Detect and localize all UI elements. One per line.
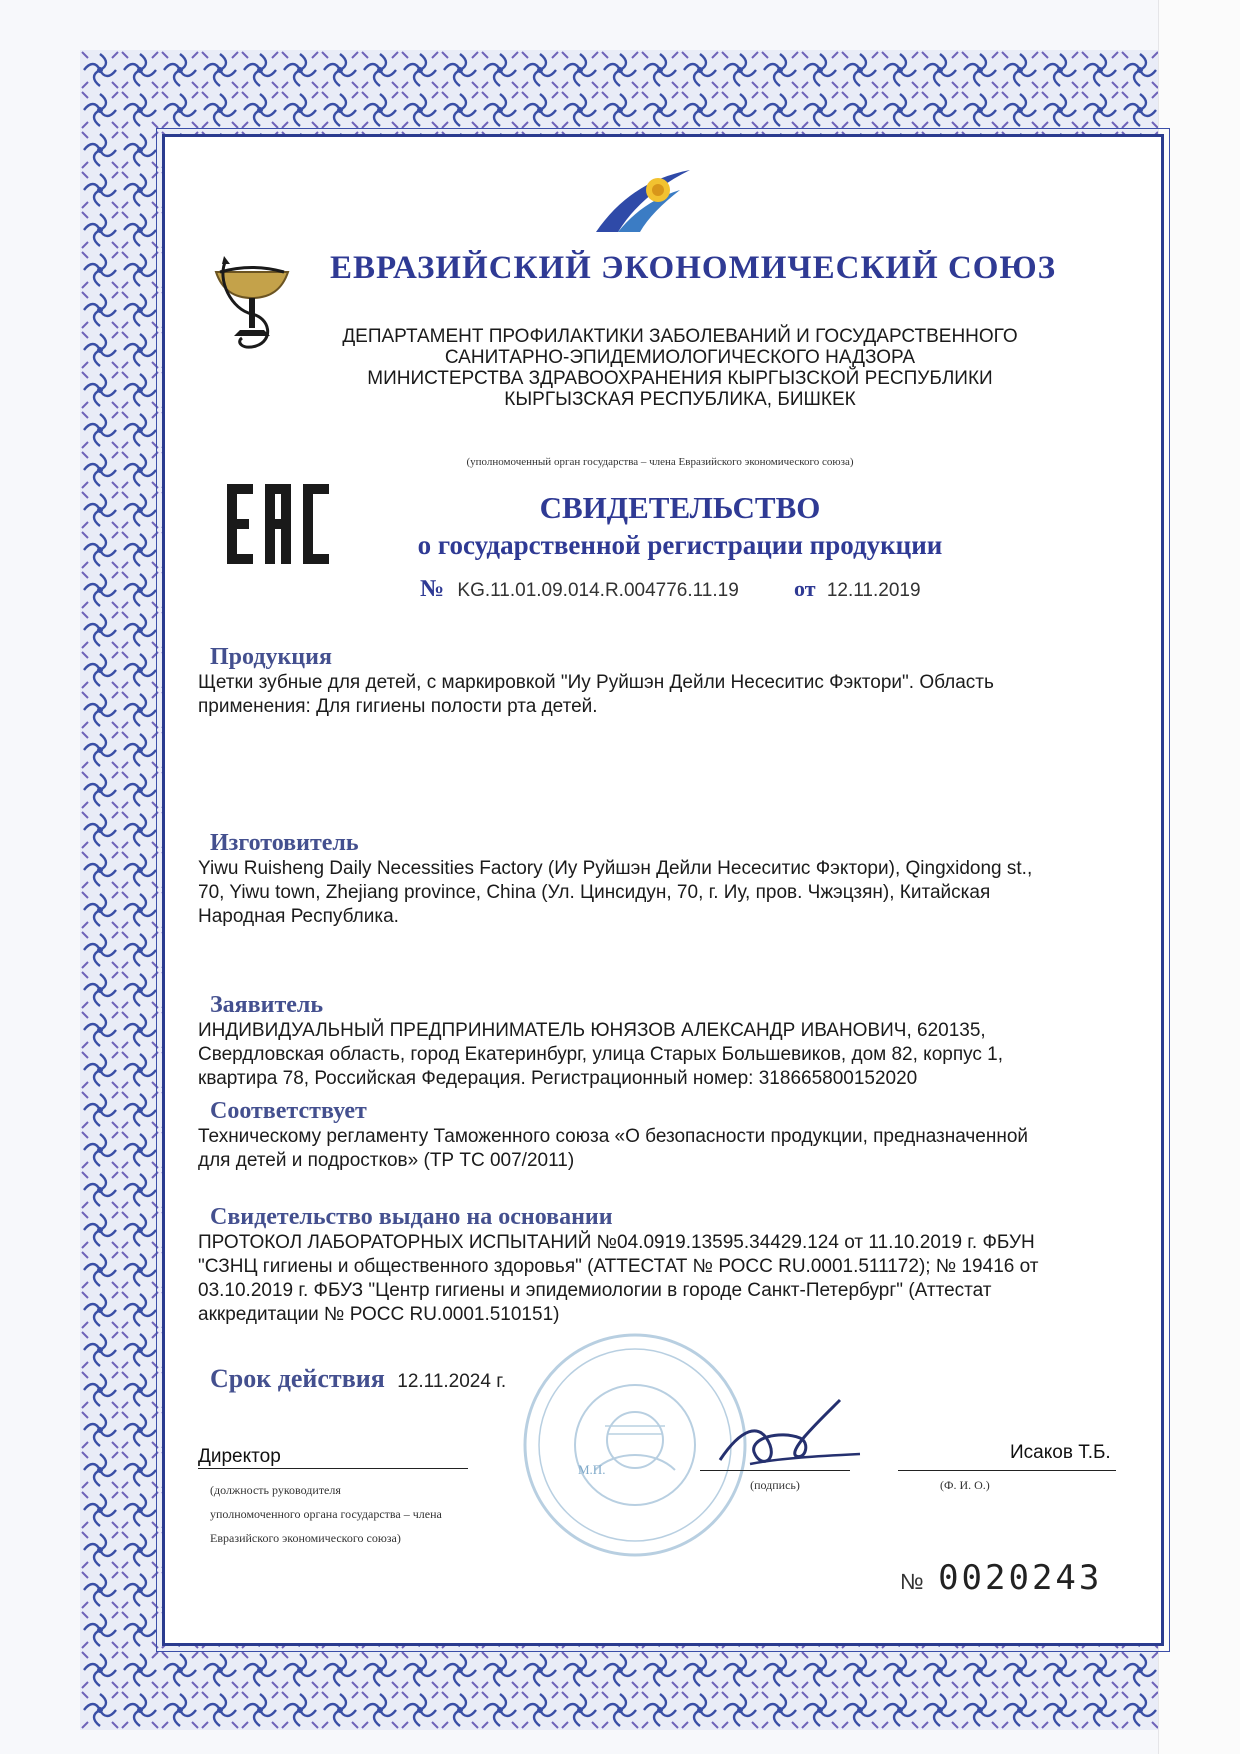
section-heading: Свидетельство выдано на основании: [210, 1204, 613, 1230]
section-text: [198, 1125, 1118, 1173]
blank-number: 0020243: [938, 1558, 1103, 1598]
certificate-title: СВИДЕТЕЛЬСТВО: [539, 490, 821, 525]
department-line: САНИТАРНО-ЭПИДЕМИОЛОГИЧЕСКОГО НАДЗОРА: [444, 347, 916, 368]
position-caption: [210, 1478, 442, 1550]
section-text: [198, 1231, 1118, 1327]
certificate-number-row: [420, 576, 1020, 603]
department-line: КЫРГЫЗСКАЯ РЕСПУБЛИКА, БИШКЕК: [504, 389, 856, 410]
blank-number-row: [900, 1558, 1102, 1598]
certificate-subtitle: о государственной регистрации продукции: [417, 530, 943, 560]
section-conformity: [198, 1098, 1118, 1173]
text-line: квартира 78, Российская Федерация. Регистрационный номер: 318665800152020: [198, 1068, 918, 1089]
text-line: для детей и подростков» (ТР ТС 007/2011): [198, 1150, 575, 1171]
text-line: ИНДИВИДУАЛЬНЫЙ ПРЕДПРИНИМАТЕЛЬ ЮНЯЗОВ АЛЕКСАНДР ИВАНОВИЧ, 620135,: [198, 1020, 986, 1041]
section-manufacturer: [198, 830, 1118, 929]
blank-number-label: №: [900, 1569, 924, 1594]
section-heading: Соответствует: [210, 1098, 367, 1124]
caption-line: (должность руководителя: [210, 1483, 341, 1497]
union-title: ЕВРАЗИЙСКИЙ ЭКОНОМИЧЕСКИЙ СОЮЗ: [330, 250, 1057, 286]
text-line: 03.10.2019 г. ФБУЗ "Центр гигиены и эпидемиологии в городе Санкт-Петербург" (Аттестат: [198, 1280, 992, 1301]
name-line: [898, 1470, 1116, 1471]
text-line: аккредитации № РОСС RU.0001.510151): [198, 1304, 560, 1325]
eaeu-emblem-icon: [588, 160, 698, 240]
text-line: 70, Yiwu town, Zhejiang province, China (Ул. Цинсидун, 70, г. Иу, пров. Чжэцзян), Китайская: [198, 882, 991, 903]
handwritten-signature: [710, 1390, 870, 1480]
caption-line: уполномоченного органа государства – члена: [210, 1507, 442, 1521]
section-heading: Продукция: [210, 644, 332, 670]
section-product: [198, 644, 1098, 719]
text-line: Техническому регламенту Таможенного союза «О безопасности продукции, предназначенной: [198, 1126, 1029, 1147]
validity-row: [210, 1364, 506, 1394]
director-position: Директор: [198, 1446, 281, 1467]
date-label: от: [794, 576, 816, 601]
eac-mark: [227, 484, 331, 564]
section-text: [198, 1019, 1118, 1091]
number-label: №: [420, 576, 445, 602]
text-line: Свердловская область, город Екатеринбург, улица Старых Большевиков, дом 82, корпус 1,: [198, 1044, 1004, 1065]
validity-date: 12.11.2024 г.: [397, 1371, 507, 1392]
department-line: МИНИСТЕРСТВА ЗДРАВООХРАНЕНИЯ КЫРГЫЗСКОЙ РЕСПУБЛИКИ: [367, 368, 993, 389]
section-text: [198, 857, 1118, 929]
certificate-number: KG.11.01.09.014.R.004776.11.19: [457, 580, 739, 601]
name-caption: (Ф. И. О.): [940, 1478, 990, 1492]
certificate-date: 12.11.2019: [826, 580, 921, 601]
text-line: Yiwu Ruisheng Daily Necessities Factory (Иу Руйшэн Дейли Несеситис Фэктори), Qingxidong st.,: [198, 858, 1033, 879]
director-label: [198, 1446, 468, 1469]
section-text: [198, 671, 1098, 719]
text-line: применения: Для гигиены полости рта детей.: [198, 696, 598, 717]
text-line: ПРОТОКОЛ ЛАБОРАТОРНЫХ ИСПЫТАНИЙ №04.0919.13595.34429.124 от 11.10.2019 г. ФБУН: [198, 1232, 1035, 1253]
signatory-name: Исаков Т.Б.: [1010, 1442, 1111, 1463]
mp-label: М.П.: [578, 1462, 606, 1477]
text-line: "СЗНЦ гигиены и общественного здоровья" (АТТЕСТАТ № РОСС RU.0001.511172); № 19416 от: [198, 1256, 1039, 1277]
caption-line: Евразийского экономического союза): [210, 1531, 401, 1545]
text-line: Народная Республика.: [198, 906, 399, 927]
department-block: [270, 326, 1090, 410]
section-applicant: [198, 992, 1118, 1091]
validity-label: Срок действия: [210, 1364, 385, 1393]
section-heading: Изготовитель: [210, 830, 359, 856]
text-line: Щетки зубные для детей, с маркировкой "Иу Руйшэн Дейли Несеситис Фэктори". Область: [198, 672, 994, 693]
section-heading: Заявитель: [210, 992, 324, 1018]
authority-caption: (уполномоченный орган государства – члена Евразийского экономического союза): [466, 456, 854, 468]
section-basis: [198, 1204, 1118, 1327]
department-line: ДЕПАРТАМЕНТ ПРОФИЛАКТИКИ ЗАБОЛЕВАНИЙ И ГОСУДАРСТВЕННОГО: [342, 326, 1018, 347]
sign-caption: (подпись): [750, 1478, 800, 1492]
